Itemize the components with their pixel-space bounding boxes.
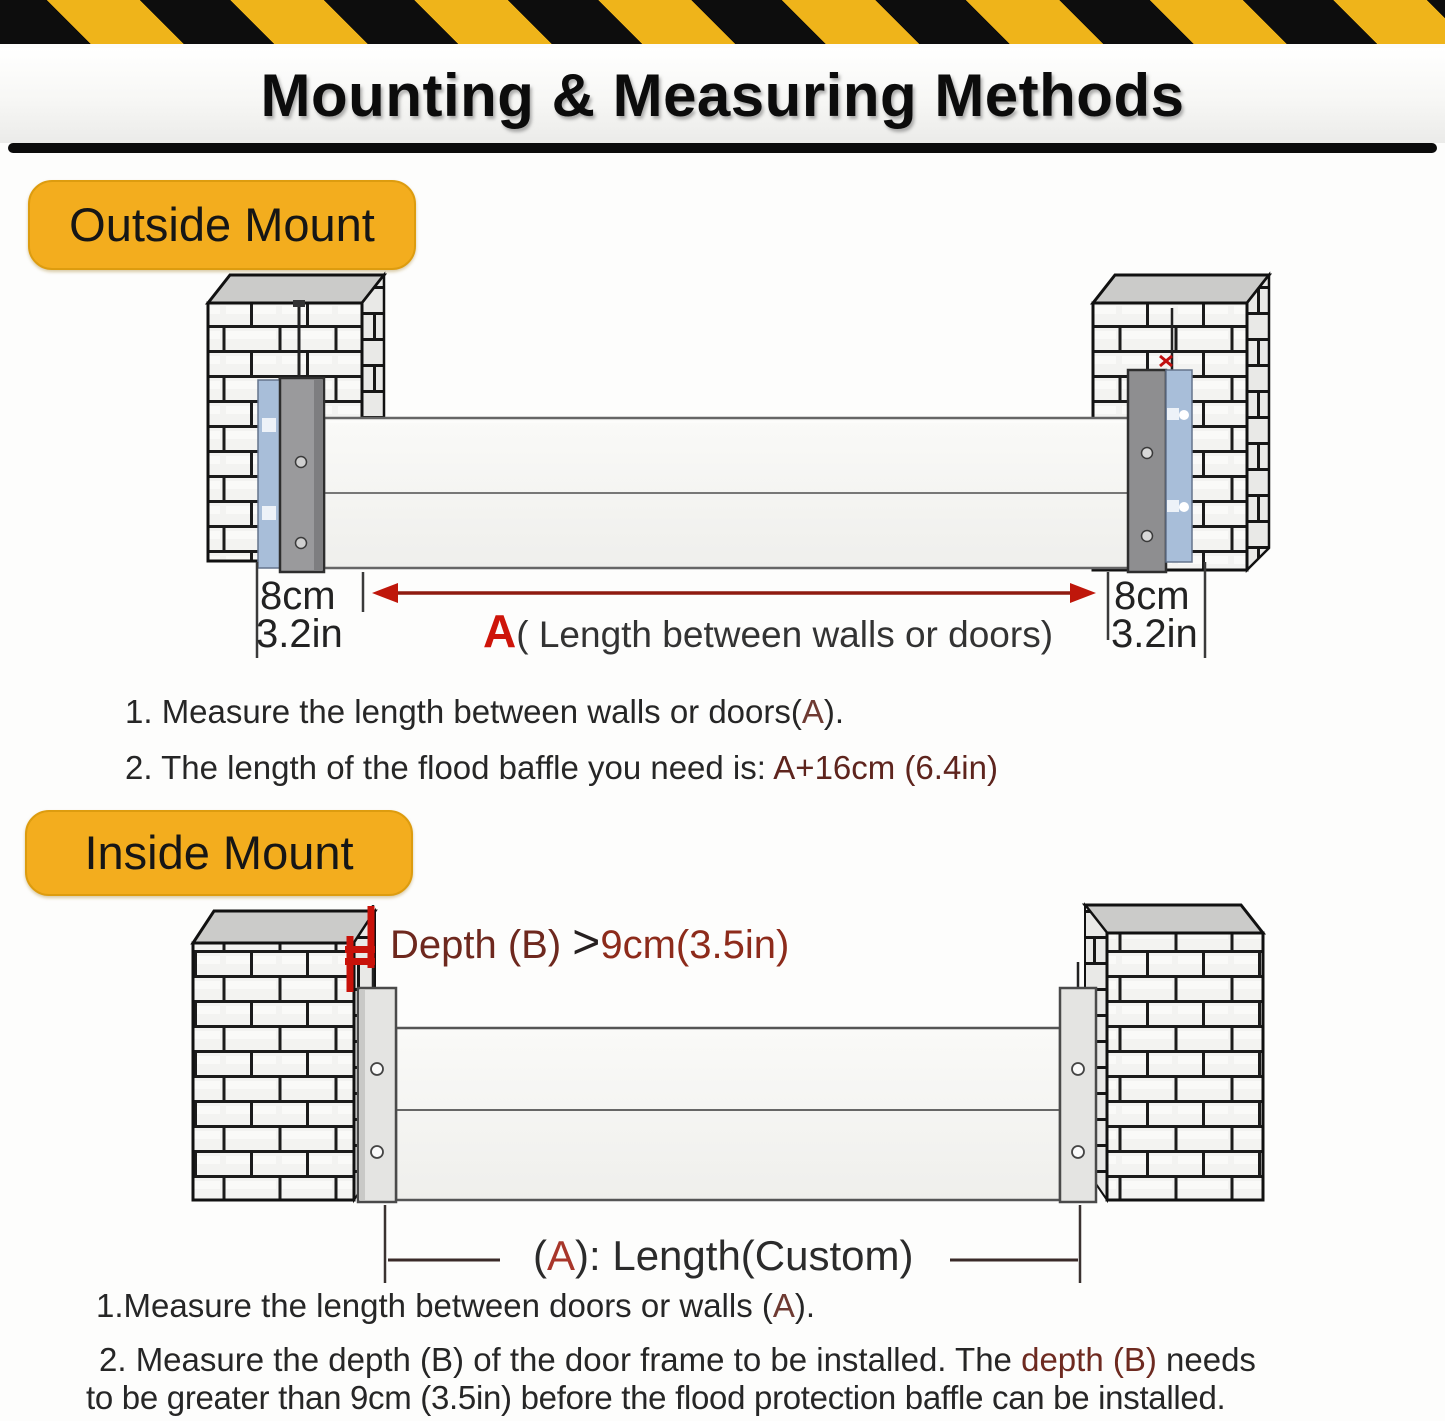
screw-hole bbox=[296, 457, 307, 468]
depth-label-prefix: Depth (B) bbox=[390, 923, 573, 967]
page-title: Mounting & Measuring Methods bbox=[260, 62, 1185, 129]
inside-right-mounting-channel bbox=[1060, 962, 1096, 1202]
inside-step1-suffix: ). bbox=[794, 1287, 816, 1324]
outside-step-1 bbox=[125, 693, 844, 731]
dim2-label-rest: ): Length(Custom) bbox=[575, 1232, 914, 1279]
outside-step2-text: 2. The length of the flood baffle you need is: bbox=[125, 749, 774, 786]
inside-flood-barrier-panels bbox=[396, 1028, 1060, 1200]
inside-right-brick-pillar bbox=[1085, 905, 1263, 1200]
outside-step-2 bbox=[125, 749, 998, 787]
outside-step1-suffix: ). bbox=[823, 693, 845, 730]
dimension-label-rest: ( Length between walls or doors) bbox=[516, 614, 1054, 655]
inside-step-2-line-2: to be greater than 9cm (3.5in) before the flood protection baffle can be installed. bbox=[86, 1379, 1226, 1416]
length-a-dimension-label bbox=[483, 604, 1053, 658]
dim2-open-paren: ( bbox=[533, 1232, 547, 1279]
outside-step1-letter: A bbox=[801, 693, 824, 730]
outside-mount-badge: Outside Mount bbox=[28, 180, 416, 270]
inside-step1-letter: A bbox=[772, 1287, 795, 1324]
dim2-letter-a: A bbox=[547, 1232, 576, 1279]
outside-mount-diagram bbox=[208, 275, 1269, 658]
left-gap-in-label: 3.2in bbox=[256, 612, 343, 656]
inside-step-2-line-1 bbox=[99, 1341, 1256, 1379]
inside-step1-text: 1.Measure the length between doors or walls ( bbox=[96, 1287, 773, 1324]
screw-hole bbox=[1072, 1146, 1084, 1158]
right-gap-cm-label: 8cm bbox=[1114, 574, 1190, 618]
greater-than-sign: > bbox=[572, 916, 601, 969]
inside-step2-suffix: needs bbox=[1156, 1341, 1256, 1378]
screw-hole bbox=[1072, 1063, 1084, 1075]
width-arrow bbox=[372, 583, 1096, 603]
outside-flood-barrier-panels bbox=[324, 418, 1134, 568]
screw-hole bbox=[1142, 448, 1153, 459]
outside-left-seal-strip bbox=[258, 380, 280, 568]
inside-step-1 bbox=[96, 1287, 815, 1325]
screw-hole bbox=[371, 1063, 383, 1075]
screw-hole bbox=[296, 538, 307, 549]
depth-requirement-label bbox=[390, 915, 789, 970]
right-gap-in-label: 3.2in bbox=[1111, 612, 1198, 656]
outside-step2-value: A+16cm (6.4in) bbox=[773, 749, 998, 786]
custom-length-dimension-label bbox=[533, 1232, 913, 1280]
inside-step2-accent: depth (B) bbox=[1021, 1341, 1157, 1378]
screw-hole bbox=[371, 1146, 383, 1158]
dimension-letter-a: A bbox=[483, 605, 517, 657]
inside-mount-badge: Inside Mount bbox=[25, 810, 413, 896]
depth-label-value: 9cm(3.5in) bbox=[600, 923, 790, 967]
outside-step1-text: 1. Measure the length between walls or doors( bbox=[125, 693, 802, 730]
left-gap-cm-label: 8cm bbox=[260, 574, 336, 618]
inside-step2-text: 2. Measure the depth (B) of the door frame to be installed. The bbox=[99, 1341, 1022, 1378]
screw-hole bbox=[1142, 531, 1153, 542]
